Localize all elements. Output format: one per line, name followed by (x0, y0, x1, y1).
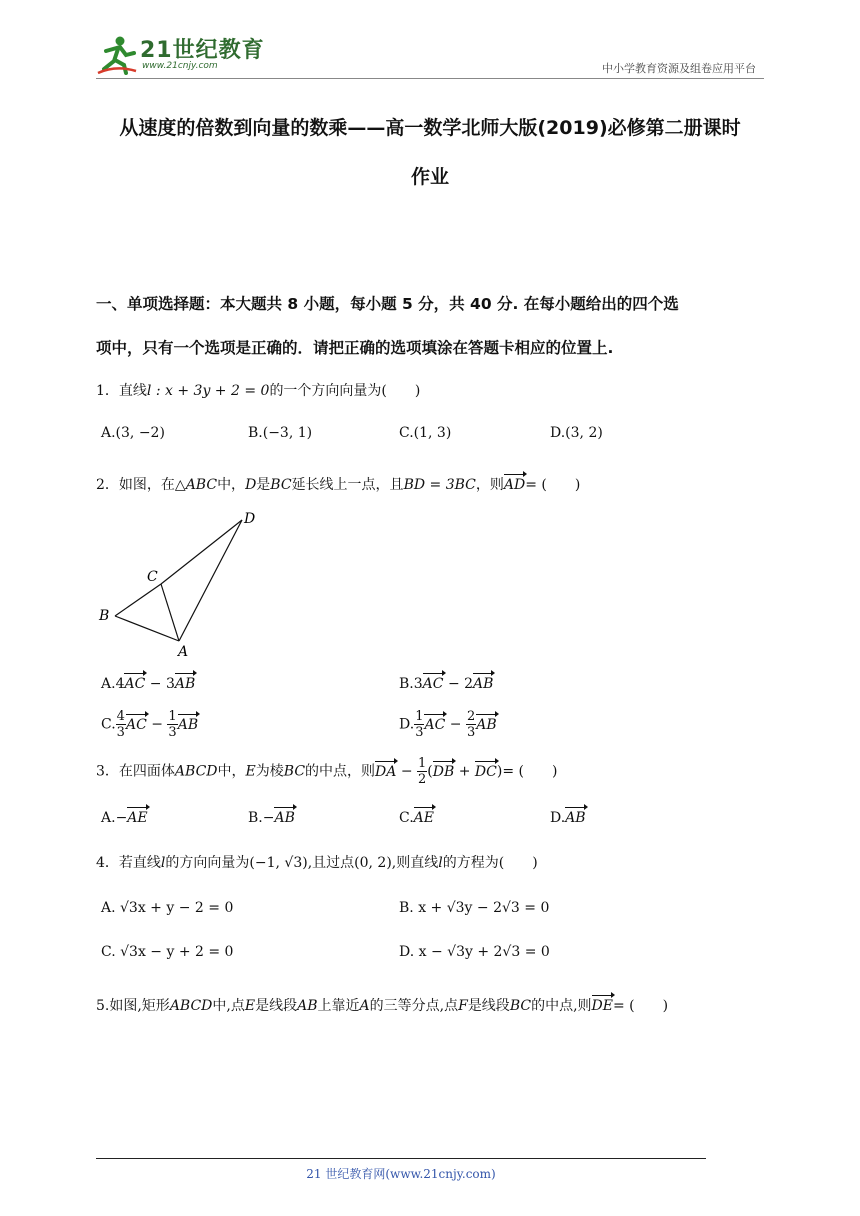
q2-option-c-frac-2 (167, 709, 177, 740)
question-4 (96, 852, 538, 872)
q3-option-d-key: D. (550, 810, 566, 826)
q2-option-a-key: A. (101, 676, 116, 692)
frac-denominator: 2 (418, 772, 427, 787)
q3-option-d-vector: AB (565, 810, 586, 826)
q2-option-d-vector-ab: AB (476, 716, 497, 733)
q2-text-5: ，则 (475, 477, 504, 493)
q1-stem-tail: 的一个方向向量为( ) (269, 383, 421, 399)
q1-line-equation: l : x + 3y + 2 = 0 (146, 383, 270, 399)
q2-point-d: D (245, 477, 257, 493)
q5-vector-de: DE (591, 998, 613, 1014)
q2-option-d-frac-2 (466, 709, 476, 740)
q5-point-a: A (359, 998, 370, 1014)
q2-condition: BD = 3BC (403, 477, 476, 493)
section-instructions (96, 282, 764, 370)
q5-text-6: 是线段 (467, 998, 510, 1014)
q2-option-b-vector-ab: AB (473, 676, 494, 692)
section-line-1: 一、单项选择题：本大题共 8 小题，每小题 5 分，共 40 分. 在每小题给出的四个选 (96, 295, 679, 313)
q2-stem-tail: = ( ) (525, 477, 581, 493)
q4-text-1: 4．若直线 (96, 855, 161, 871)
logo-url: www.21cnjy.com (142, 61, 218, 71)
q3-point-e: E (245, 763, 256, 780)
q2-option-c[interactable] (101, 709, 198, 740)
q4-option-d[interactable]: D. x − √3y + 2√3 = 0 (399, 944, 550, 960)
q3-edge-bc: BC (283, 763, 306, 780)
q2-option-d-vector-ac: AC (424, 716, 446, 733)
q3-option-a-key: A. (101, 810, 116, 826)
header-divider (96, 78, 764, 79)
q2-option-c-key: C. (101, 716, 116, 733)
label-d: D (244, 511, 256, 527)
section-line-2: 项中，只有一个选项是正确的．请把正确的选项填涂在答题卡相应的位置上. (96, 339, 614, 357)
q2-text-1: 2．如图，在△ (96, 477, 186, 493)
q2-option-a[interactable] (101, 676, 195, 692)
q3-stem-tail: = ( ) (502, 763, 558, 780)
q3-text-4: 的中点，则 (305, 763, 376, 780)
q5-segment-bc: BC (509, 998, 532, 1014)
q2-vector-ad: AD (503, 477, 526, 493)
q4-stem-tail: 的方程为( ) (442, 855, 538, 871)
title-line-1: 从速度的倍数到向量的数乘——高一数学北师大版(2019)必修第二册课时 (119, 117, 741, 139)
q5-stem-tail: = ( ) (612, 998, 669, 1014)
frac-numerator: 2 (466, 709, 476, 724)
q5-text-3: 是线段 (255, 998, 298, 1014)
logo-text: 21世纪教育 (140, 38, 265, 63)
q3-tetrahedron: ABCD (174, 763, 218, 780)
frac-denominator: 3 (116, 725, 125, 740)
q1-number: 1．直线 (96, 383, 147, 399)
label-c: C (147, 569, 158, 585)
q2-option-d-key: D. (399, 716, 415, 733)
q2-option-b-coef: 3 (413, 676, 423, 692)
q4-direction-vector: (−1, √3) (249, 855, 308, 871)
q2-option-d-frac-1 (414, 709, 424, 740)
q5-segment-ab: AB (297, 998, 318, 1014)
q2-option-a-vector-ab: AB (174, 676, 196, 692)
q2-option-a-op: − 3 (145, 676, 175, 692)
q3-option-a-sign: − (115, 810, 128, 826)
q2-option-c-op: − (146, 716, 168, 733)
q3-minus: − (396, 763, 418, 780)
segment-bc (115, 584, 161, 616)
q5-rectangle: ABCD (169, 998, 213, 1014)
q3-plus: + (454, 763, 475, 780)
q4-text-2: 的方向向量为 (165, 855, 250, 871)
segment-ba (115, 616, 179, 641)
frac-numerator: 1 (418, 756, 427, 771)
q2-option-b[interactable] (399, 676, 493, 692)
q4-text-4: ,则直线 (391, 855, 439, 871)
q5-text-4: 上靠近 (317, 998, 360, 1014)
q2-option-b-op: − 2 (443, 676, 474, 692)
q2-segment-bc: BC (270, 477, 292, 493)
label-b: B (99, 608, 110, 624)
q2-option-c-vector-ac: AC (125, 716, 147, 733)
footer-divider (96, 1158, 706, 1159)
q5-text-1: 5.如图,矩形 (96, 998, 170, 1014)
q3-option-b-sign: − (262, 810, 275, 826)
q2-option-b-vector-ac: AC (422, 676, 444, 692)
segment-cd (161, 520, 242, 584)
q5-point-e: E (244, 998, 256, 1014)
header-platform-text: 中小学教育资源及组卷应用平台 (602, 62, 756, 75)
question-3: 3．在四面体ABCD中，E为棱BC的中点，则DA − $\frac{1}{2}$ (DB + DC)= ( ) (96, 756, 558, 787)
q5-point-f: F (458, 998, 468, 1014)
frac-denominator: 3 (168, 725, 177, 740)
q2-text-2: 中， (217, 477, 246, 493)
footer-link[interactable]: 21 世纪教育网(www.21cnjy.com) (306, 1167, 496, 1181)
q3-option-c-vector: AE (413, 810, 435, 826)
page-title (96, 104, 764, 202)
q1-option-a[interactable]: A.(3, −2) (101, 425, 165, 441)
q3-option-c-key: C. (399, 810, 414, 826)
q4-option-a[interactable]: A. √3x + y − 2 = 0 (101, 900, 234, 916)
q3-option-d[interactable] (550, 810, 586, 826)
q2-text-3: 是 (256, 477, 271, 493)
q3-option-a-vector: AE (127, 810, 148, 826)
q4-option-b[interactable]: B. x + √3y − 2√3 = 0 (399, 900, 550, 916)
q2-option-a-vector-ac: AC (124, 676, 146, 692)
q1-option-b[interactable]: B.(−3, 1) (248, 425, 313, 441)
q3-option-b[interactable] (248, 810, 295, 826)
frac-numerator: 1 (415, 709, 424, 724)
q3-vector-da: DA (375, 763, 397, 780)
q3-vector-db: DB (432, 763, 455, 780)
q1-option-d[interactable]: D.(3, 2) (550, 425, 603, 441)
runner-logo-icon (96, 35, 138, 75)
question-2 (96, 474, 580, 494)
q3-vector-dc: DC (474, 763, 497, 780)
q2-option-c-vector-ab: AB (177, 716, 199, 733)
q3-text-1: 3．在四面体 (96, 763, 175, 780)
site-logo[interactable] (96, 33, 266, 79)
q2-option-d[interactable] (399, 709, 497, 740)
question-5 (96, 995, 668, 1015)
q2-option-b-key: B. (399, 676, 414, 692)
q3-option-a[interactable] (101, 810, 148, 826)
q5-text-2: 中,点 (212, 998, 245, 1014)
q2-option-c-frac-1 (116, 709, 126, 740)
question-1 (96, 380, 420, 400)
frac-denominator: 3 (466, 725, 476, 740)
q3-text-2: 中， (217, 763, 246, 780)
segment-ad (179, 520, 242, 641)
q4-line-l: l (160, 855, 166, 871)
frac-denominator: 3 (415, 725, 424, 740)
q2-option-d-op: − (445, 716, 466, 733)
q2-triangle-abc: ABC (185, 477, 218, 493)
q3-half (417, 756, 427, 787)
q3-option-c[interactable] (399, 810, 434, 826)
q4-line-l-2: l (438, 855, 443, 871)
q2-option-a-coef: 4 (115, 676, 125, 692)
q4-text-3: ,且过点 (307, 855, 355, 871)
q3-option-b-key: B. (248, 810, 263, 826)
q4-option-c[interactable]: C. √3x − y + 2 = 0 (101, 944, 234, 960)
q5-text-7: 的中点,则 (531, 998, 592, 1014)
q1-option-c[interactable]: C.(1, 3) (399, 425, 452, 441)
q2-triangle-figure (96, 508, 266, 658)
label-a: A (178, 644, 189, 658)
frac-numerator: 4 (116, 709, 125, 724)
q5-text-5: 的三等分点,点 (369, 998, 459, 1014)
q3-text-3: 为棱 (255, 763, 284, 780)
segment-ca (161, 584, 179, 641)
q2-text-4: 延长线上一点，且 (291, 477, 404, 493)
title-line-2: 作业 (410, 166, 449, 188)
frac-numerator: 1 (168, 709, 177, 724)
q4-point: (0, 2) (354, 855, 392, 871)
q3-option-b-vector: AB (274, 810, 295, 826)
